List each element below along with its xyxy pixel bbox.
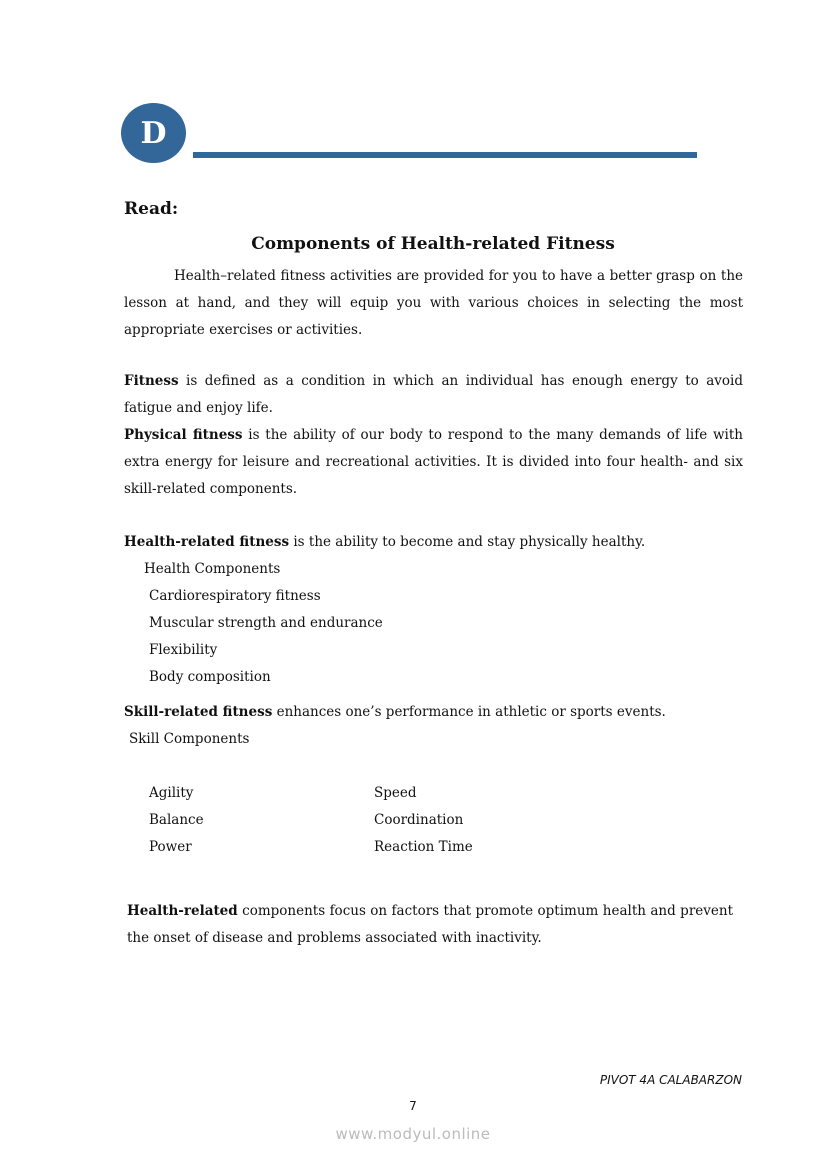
term: Health-related fitness: [124, 534, 290, 550]
list-item: Flexibility: [149, 642, 218, 658]
skill-components-right: [374, 780, 473, 861]
health-components-list: [149, 583, 383, 691]
fitness-definition: [124, 368, 743, 422]
section-badge: [121, 103, 186, 163]
page-title: Components of Health-related Fitness: [251, 234, 615, 254]
list-item: Power: [149, 839, 192, 855]
definition: enhances one’s performance in athletic or sports events.: [272, 704, 666, 720]
list-item: Muscular strength and endurance: [149, 615, 383, 631]
term: Physical fitness: [124, 427, 243, 443]
skill-components-label: Skill Components: [129, 731, 250, 747]
term: Fitness: [124, 373, 179, 389]
skill-related-definition: [124, 699, 764, 726]
list-item: Balance: [149, 812, 204, 828]
list-item: Reaction Time: [374, 839, 473, 855]
intro-paragraph: Health–related fitness activities are provided for you to have a better grasp on the lesson at hand, and they will equip you with various choices in selecting the most appropriate exercises or activities.: [124, 268, 743, 338]
list-item: Cardiorespiratory fitness: [149, 588, 321, 604]
physical-fitness-definition: [124, 422, 743, 503]
list-item: Agility: [149, 785, 194, 801]
list-item: Coordination: [374, 812, 464, 828]
term: Skill-related fitness: [124, 704, 273, 720]
definition: is defined as a condition in which an individual has enough energy to avoid fatigue and enjoy life.: [124, 373, 743, 416]
watermark: www.modyul.online: [335, 1125, 491, 1143]
definition: components focus on factors that promote optimum health and prevent the onset of disease and problems associated with inactivity.: [127, 903, 733, 946]
health-components-label: Health Components: [144, 561, 281, 577]
list-item: Speed: [374, 785, 417, 801]
list-item: Body composition: [149, 669, 271, 685]
term: Health-related: [127, 903, 238, 919]
skill-components-left: [149, 780, 204, 861]
definition: is the ability to become and stay physically healthy.: [289, 534, 646, 550]
closing-paragraph: [127, 898, 733, 952]
section-divider: [193, 152, 697, 158]
footer-label: PIVOT 4A CALABARZON: [599, 1073, 742, 1087]
definition: is the ability of our body to respond to the many demands of life with extra energy for leisure and recreational activities. It is divided into four health- and six skill-related components.: [124, 427, 743, 497]
health-related-definition: [124, 529, 743, 556]
read-label: Read:: [124, 199, 179, 219]
section-letter: D: [140, 115, 167, 151]
page-number: 7: [409, 1099, 417, 1113]
